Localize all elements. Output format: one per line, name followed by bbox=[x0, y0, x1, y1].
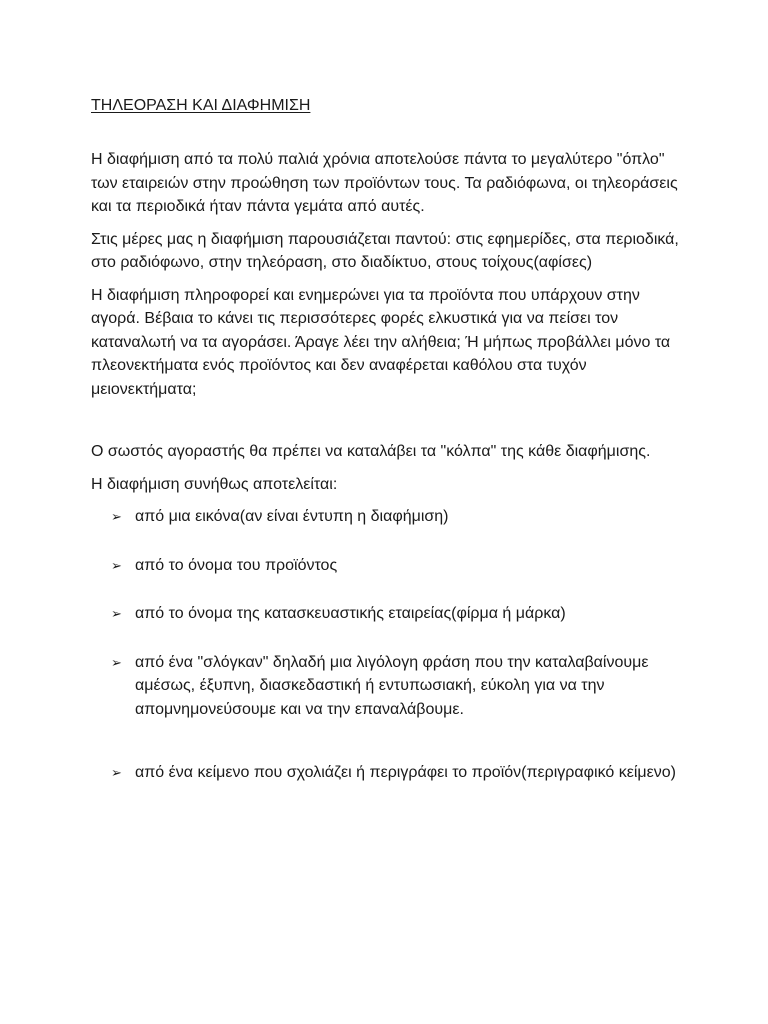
list-item bbox=[91, 602, 691, 626]
list-item-text: από ένα "σλόγκαν" δηλαδή μια λιγόλογη φράση που την καταλαβαίνουμε αμέσως, έξυπνη, διασκεδαστική ή εντυπωσιακή, εύκολη για να την απομνημονεύσουμε και να την επαναλάβουμε. bbox=[135, 653, 649, 718]
components-list bbox=[91, 505, 691, 785]
list-item-text: από το όνομα του προϊόντος bbox=[135, 556, 338, 574]
list-item bbox=[91, 761, 691, 785]
paragraph-buyer: Ο σωστός αγοραστής θα πρέπει να καταλάβει τα "κόλπα" της κάθε διαφήμισης. bbox=[91, 443, 651, 460]
paragraph-intro: Η διαφήμιση από τα πολύ παλιά χρόνια αποτελούσε πάντα το μεγαλύτερο "όπλο" των εταιρειών στην προώθηση των προϊόντων τους. Τα ραδιόφωνα, οι τηλεοράσεις και τα περιοδικά ήταν πάντα γεμάτα από αυτές. bbox=[91, 151, 678, 215]
list-item bbox=[91, 554, 691, 578]
paragraph-informs: Η διαφήμιση πληροφορεί και ενημερώνει για τα προϊόντα που υπάρχουν στην αγορά. Βέβαια το κάνει τις περισσότερες φορές ελκυστικά για να πείσει τον καταναλωτή να τα αγοράσει. Άραγε λέει την αλήθεια; Ή μήπως προβάλλει μόνο τα πλεονεκτήματα ενός προϊόντος και δεν αναφέρεται καθόλου στα τυχόν μειονεκτήματα; bbox=[91, 286, 671, 398]
document-title: ΤΗΛΕΟΡΑΣΗ ΚΑΙ ΔΙΑΦΗΜΙΣΗ bbox=[91, 97, 311, 114]
list-item bbox=[91, 505, 691, 529]
arrow-bullet-icon: ➢ bbox=[111, 654, 122, 670]
document-page bbox=[91, 95, 691, 810]
paragraph-everywhere: Στις μέρες μας η διαφήμιση παρουσιάζεται παντού: στις εφημερίδες, στα περιοδικά, στο ραδιόφωνο, στην τηλεόραση, στο διαδίκτυο, στους τοίχους(αφίσες) bbox=[91, 230, 679, 271]
list-item-text: από ένα κείμενο που σχολιάζει ή περιγράφει το προϊόν(περιγραφικό κείμενο) bbox=[135, 764, 676, 781]
arrow-bullet-icon: ➢ bbox=[111, 765, 122, 780]
paragraph-consists: Η διαφήμιση συνήθως αποτελείται: bbox=[91, 475, 338, 493]
arrow-bullet-icon: ➢ bbox=[111, 606, 122, 621]
list-item-text: από μια εικόνα(αν είναι έντυπη η διαφήμιση) bbox=[135, 508, 449, 525]
arrow-bullet-icon: ➢ bbox=[111, 509, 122, 524]
list-item bbox=[91, 651, 691, 722]
arrow-bullet-icon: ➢ bbox=[111, 557, 122, 573]
list-item-text: από το όνομα της κατασκευαστικής εταιρείας(φίρμα ή μάρκα) bbox=[135, 605, 566, 622]
